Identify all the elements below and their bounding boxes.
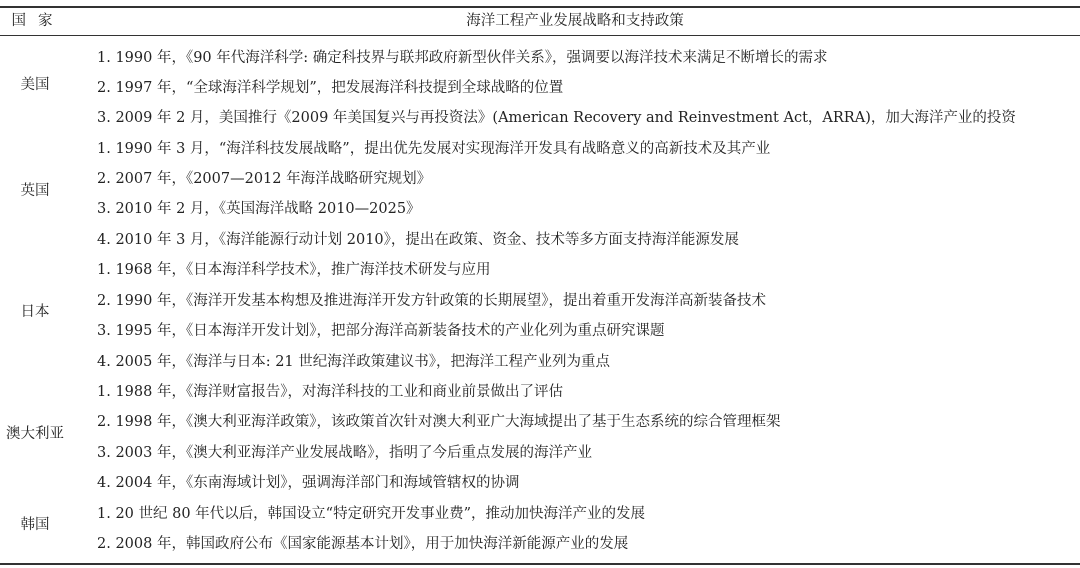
policy-item: 2. 1998 年，《澳大利亚海洋政策》，该政策首次针对澳大利亚广大海域提出了基于生态系统的综合管理框架: [97, 414, 781, 430]
policy-item: 2. 1990 年，《海洋开发基本构想及推进海洋开发方针政策的长期展望》，提出着重开发海洋高新装备技术: [97, 293, 766, 309]
country-usa: 美国: [20, 77, 50, 93]
policy-item: 4. 2004 年，《东南海域计划》，强调海洋部门和海域管辖权的协调: [97, 475, 520, 491]
policy-item: 3. 2003 年，《澳大利亚海洋产业发展战略》，指明了今后重点发展的海洋产业: [97, 445, 592, 461]
policy-item: 4. 2005 年，《海洋与日本: 21 世纪海洋政策建议书》，把海洋工程产业列为重点: [97, 354, 611, 370]
country-korea: 韩国: [20, 517, 50, 533]
policy-item: 1. 20 世纪 80 年代以后，韩国设立“特定研究开发事业费”，推动加快海洋产业的发展: [97, 506, 645, 522]
policy-item: 2. 2007 年，《2007—2012 年海洋战略研究规划》: [97, 171, 432, 187]
policy-item: 3. 2010 年 2 月，《英国海洋战略 2010—2025》: [97, 201, 421, 217]
policy-item: 4. 2010 年 3 月，《海洋能源行动计划 2010》，提出在政策、资金、技术等多方面支持海洋能源发展: [97, 232, 739, 248]
country-australia: 澳大利亚: [6, 426, 64, 442]
policy-item: 2. 2008 年，韩国政府公布《国家能源基本计划》，用于加快海洋新能源产业的发展: [97, 536, 629, 552]
policy-item: 3. 1995 年，《日本海洋开发计划》，把部分海洋高新装备技术的产业化列为重点研究课题: [97, 323, 665, 339]
policy-item: 3. 2009 年 2 月，美国推行《2009 年美国复兴与再投资法》(American Recovery and Reinvestment Act，ARRA)，加大海洋产业的投资: [97, 110, 1016, 126]
table-header-rule: [0, 35, 1080, 36]
policy-item: 1. 1968 年，《日本海洋科学技术》，推广海洋技术研发与应用: [97, 262, 491, 278]
country-japan: 日本: [20, 304, 50, 320]
policy-item: 2. 1997 年，“全球海洋科学规划”，把发展海洋科技提到全球战略的位置: [97, 80, 564, 96]
policy-item: 1. 1988 年，《海洋财富报告》，对海洋科技的工业和商业前景做出了评估: [97, 384, 563, 400]
header-policy: 海洋工程产业发展战略和支持政策: [466, 13, 684, 29]
policy-item: 1. 1990 年，《90 年代海洋科学: 确定科技界与联邦政府新型伙伴关系》，强调要以海洋技术来满足不断增长的需求: [97, 50, 828, 66]
policy-item: 1. 1990 年 3 月，“海洋科技发展战略”，提出优先发展对实现海洋开发具有战略意义的高新技术及其产业: [97, 141, 771, 157]
country-uk: 英国: [20, 183, 50, 199]
header-country: 国家: [11, 13, 65, 29]
table-bottom-rule: [0, 563, 1080, 565]
